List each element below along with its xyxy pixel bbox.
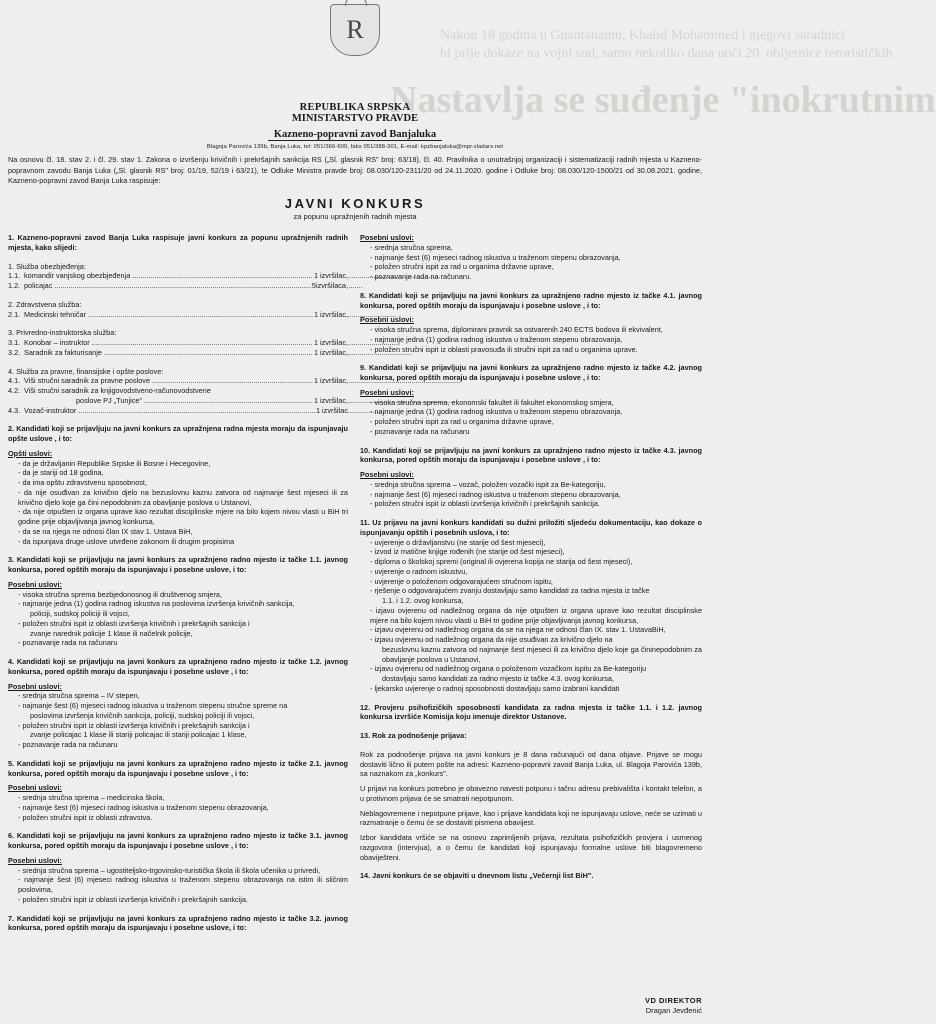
section-10-heading: 10. Kandidati koji se prijavljuju na javni konkurs za upražnjeno radno mjesto iz tačke 4.3. javnog konkursa, pored opštih moraju da ispunjavaju i posebne uslove , i to: — [360, 445, 702, 465]
bleed-line-1: Nakon 18 godina u Guantanamu, Khalid Mohammed i njegovi saradnici — [440, 28, 846, 43]
list-item: - položen stručni ispit iz oblasti izvršenja krivičnih i prekršajnih sankcija i — [18, 720, 250, 730]
section-7-heading: 7. Kandidati koji se prijavljuju na javni konkurs za upražnjeno radno mjesto iz tačke 3.2. javnog konkursa, pored opštih moraju da ispunjavaju i posebne uslove, i to: — [8, 913, 348, 933]
position-row: 4.3. Vozač-instruktor ..... 1 izvršilac — [8, 406, 348, 416]
list-item: - izjavu ovjerenu od nadležnog organa o položenom vozačkom ispitu za Be-kategoriju — [370, 664, 647, 674]
list-item: - položen stručni ispit iz oblasti izvršenja krivičnih i prekršajnih sankcija. — [18, 894, 248, 904]
list-item: - najmanje šest (6) mjeseci radnog iskustva u traženom stepenu obrazovanja, — [18, 802, 269, 812]
document-subtitle: za popunu upražnjenih radnih mjesta — [293, 212, 417, 221]
document-title: JAVNI KONKURS — [284, 196, 426, 211]
section-14-heading: 14. Javni konkurs će se objaviti u dnevnom listu „Večernji list BiH". — [360, 871, 594, 881]
list-item: - poznavanje rada na računaru — [18, 638, 118, 648]
list-item: - visoka stručna sprema bezbjedonosnog ili društvenog smjera, — [18, 589, 223, 599]
list-item: - da je stariji od 18 godina, — [18, 468, 104, 478]
list-item: - srednja stručna sprema, — [370, 242, 453, 252]
org-line-2: MINISTARSTVO PRAVDE — [291, 113, 419, 124]
section-5-heading: 5. Kandidati koji se prijavljuju na javni konkurs za upražnjeno radno mjesto iz tačke 2.1. javnog konkursa, pored opštih moraju da ispunjavaju i posebne uslove , i to: — [8, 758, 348, 778]
special-conditions-label: Posebni uslovi: — [8, 579, 62, 589]
document-title-block — [0, 196, 710, 221]
list-item: 1.1. i 1.2. ovog konkursa, — [382, 596, 464, 605]
list-item: - da ispunjava druge uslove utvrđene zakonom ili drugim propisima — [18, 536, 235, 546]
list-item: - najmanje šest (6) mjeseci radnog iskustva u traženom stepenu obrazovanja, — [370, 252, 621, 262]
position-row: 2.1. Medicinski tehničar ..... 1 izvršilac, — [8, 310, 348, 320]
group-3-title: 3. Privredno-instruktorska služba: — [8, 328, 117, 338]
special-conditions-label: Posebni uslovi: — [8, 783, 62, 793]
list-item: - uvjerenje o radnom iskustvu, — [370, 566, 468, 576]
bleed-line-3: Nastavlja se suđenje "inokrutnim — [390, 79, 936, 121]
left-column — [8, 233, 348, 933]
section-8-heading: 8. Kandidati koji se prijavljuju na javni konkurs za upražnjeno radno mjesto iz tačke 4.1. javnog konkursa, pored opštih moraju da ispunjavaju i posebne uslove , i to: — [360, 290, 702, 310]
section-2-heading: 2. Kandidati koji se prijavljuju na javni konkurs za upražnjena radna mjesta moraju da ispunjavaju opšte uslove , i to: — [8, 424, 348, 443]
coat-of-arms-icon: R — [330, 4, 380, 56]
paragraph: Rok za podnošenje prijava na javni konkurs je 8 dana računajući od dana objave. Prijave se mogu dostaviti lično ili putem pošte na adresi: Kazneno-popravni zavod Banja Luka, ul. Blagoja Parovića 139b, sa naznakom za „konkurs". — [360, 749, 702, 779]
paragraph: Izbor kandidata vršiće se na osnovu zaprimljenih prijava, rezultata psihofizičkih provjera i usmenog razgovora (intervjua), a o čemu će kandidati koji ispunjavaju formalne uslove biti blagovremeno obaviješteni. — [360, 833, 702, 862]
section-11-heading: 11. Uz prijavu na javni konkurs kandidati su dužni priložiti sljedeću dokumentaciju, kao dokaze o ispunjavanju opštih i posebnih uslova, i to: — [360, 518, 702, 537]
organization-block — [0, 102, 710, 142]
org-address: Blagoja Parovića 139b, Banja Luka, tel: 051/366-600, faks 051/388-301, E-mail: kpzbanjaluka@mpr.vladars.net — [206, 144, 504, 150]
list-item: - diploma o školskoj spremi (original ili ovjerena kopija ne starija od šest mjeseci), — [370, 557, 633, 566]
list-item: - ljekarsko uvjerenje o radnoj sposobnosti dostavljaju samo izabrani kandidati — [370, 683, 620, 693]
special-conditions-label: Posebni uslovi: — [8, 681, 62, 691]
special-conditions-label: Posebni uslovi: — [360, 387, 414, 397]
signature-name: Dragan Jevđenić — [645, 1006, 702, 1015]
special-conditions-label: Posebni uslovi: — [8, 855, 62, 865]
list-item: - izvod iz matične knjige rođenih (ne starije od šest mjeseci), — [370, 547, 565, 557]
list-item: - da je državljanin Republike Srpske ili Bosne i Hecegovine, — [18, 458, 211, 468]
list-item: - poznavanje rada na računaru — [18, 740, 118, 749]
list-item: - da ima opštu zdravstvenu sposobnost, — [18, 478, 147, 487]
bleed-line-2: bi prije dokaze na vojni sud, samo nekoliko dana uoči 20. obljetnice terorističkih — [440, 46, 893, 61]
intro-paragraph: Na osnovu čl. 18. stav 2. i čl. 29. stav 1. Zakona o izvršenju krivičnih i prekršajnih sankcija RS („Sl. glasnik RS" broj: 63/18), čl. 40. Pravilnika o unutrašnjoj organizaciji i sistematizaciji radnih mjesta u Kazneno-popravnom zavodu Banja Luka („Sl. glasnik RS" broj: 01/19, 52/19 i 63/21), te Odluke Ministra pravde broj: 08.030/120-2311/20 od 24.11.2020. godine i Odluke broj: 08.030/120-1500/21 od 30.08.2021. godine, Kazneno-popravni zavod Banja Luka raspisuje: — [8, 155, 702, 186]
list-item: - uvjerenje o položenom odgovarajućem stručnom ispitu, — [370, 576, 553, 586]
list-item: - srednja stručna sprema – IV stepen, — [18, 691, 140, 701]
section-1-heading: 1. Kazneno-popravni zavod Banja Luka raspisuje javni konkurs za popunu upražnjenih radnih mjesta, kako slijedi: — [8, 233, 348, 252]
list-item: - izjavu ovjerenu od nadležnog organa da se na njega ne odnosi član IX. stav 1. UstavaBiH, — [370, 625, 666, 635]
list-item: - najmanje jedna (1) godina radnog iskustva u traženom stepenu obrazovanja, — [370, 334, 623, 344]
list-item: - poznavanje rada na računaru — [370, 426, 470, 436]
position-row: poslove PJ „Tunjice" ..... 1 izvršilac, — [8, 396, 348, 406]
list-item: - da nije osuđivan za krivično djelo na bezuslovnu kaznu zatvora od najmanje šest mjeseci ili za krivično djelo koje ga čini nepodobnim za obavljanje poslova u Ustanovi, — [18, 487, 348, 507]
list-item: - najmanje šest (6) mjeseci radnog iskustva u traženom stepenu stručne spreme na — [18, 701, 288, 710]
list-item: - položen stručni ispit iz oblasti zdravstva. — [18, 812, 153, 822]
position-row: 3.1. Konobar – instruktor ..... 1 izvršilac, — [8, 338, 348, 348]
paragraph: Neblagovremene i nepotpune prijave, kao i prijave kandidata koji ne ispunjavaju uslove, neće se uzimati u razmatranje o čemu će se dostaviti pismena obavijest. — [360, 808, 702, 828]
list-item: - srednja stručna sprema – ugostiteljsko-trgovinsko-turistička škola ili škola učenika u privredi, — [18, 865, 321, 875]
list-item: - srednja stručna sprema – vozač, položen vozački ispit za Be-kategoriju, — [370, 479, 606, 489]
section-4-heading: 4. Kandidati koji se prijavljuju na javni konkurs za upražnjeno radno mjesto iz tačke 1.2. javnog konkursa, pored opštih moraju da ispunjavaju i posebne uslove , i to: — [8, 657, 348, 676]
position-row: 4.1. Viši stručni saradnik za pravne poslove ..... 1 izvršilac, — [8, 376, 348, 386]
list-item: - položen stručni ispit za rad u organima državne uprave, — [370, 262, 554, 272]
list-item: - najmanje šest (6) mjeseci radnog iskustva u traženom stepenu obrazovanja, — [370, 489, 621, 499]
list-item: - položen stručni ispit iz oblasti pravosuđa ili stručni ispit za rad u organima uprave. — [370, 344, 638, 354]
list-item: - da nije otpušten iz organa uprave kao rezultat disciplinske mjere na bilo kojem nivou vlasti u BiH tri godine prije objavljivanja javnog konkursa, — [18, 507, 348, 526]
group-1-title: 1. Služba obezbjeđenja: — [8, 261, 86, 271]
special-conditions-label: Posebni uslovi: — [360, 470, 414, 479]
group-2-title: 2. Zdravstvena služba: — [8, 299, 82, 309]
list-item: - položen stručni ispit iz oblasti izvršenja krivičnih i prekršajnih sankcija. — [370, 499, 600, 509]
special-conditions-label: Posebni uslovi: — [360, 233, 414, 242]
group-4-title: 4. Služba za pravne, finansijske i opšte poslove: — [8, 366, 164, 376]
list-item: - visoka stručna sprema, diplomirani pravnik sa ostvarenih 240 ECTS bodova ili ekvivalent, — [370, 325, 663, 334]
position-row: 3.2. Saradnik za fakturisanje ..... 1 izvršilac, — [8, 348, 348, 358]
list-item: - izjavu ovjerenu od nadležnog organa da nije otpušten iz organa uprave kao rezultat disciplinske mjere na bilo kojem nivou vlasti u BiH tri godine prije objavljivanja javnog konkursa, — [370, 605, 702, 625]
section-6-heading: 6. Kandidati koji se prijavljuju na javni konkurs za upražnjeno radno mjesto iz tačke 3.1. javnog konkursa, pored opštih moraju da ispunjavaju i posebne uslove , i to: — [8, 831, 348, 850]
section-12-heading: 12. Provjeru psihofizičkih sposobnosti kandidata za radna mjesta iz tačke 1.1. i 1.2. javnog konkursa izvršiće Komisija koju imenuje direktor Ustanove. — [360, 702, 702, 722]
position-row: 1.2. policajac ..... 5izvršilaca, — [8, 281, 348, 291]
list-item: - srednja stručna sprema – medicinska škola, — [18, 793, 165, 802]
list-item: zvanje policajac 1 klase ili stariji policajac ili stariji policajac 1 klase, — [30, 730, 247, 740]
list-item: dostavljaju samo kandidati za radno mjesto iz tačke 4.3. ovog konkursa, — [382, 674, 615, 683]
list-item: - da se na njega ne odnosi član IX stav 1. Ustava BiH, — [18, 526, 193, 536]
letterhead — [0, 4, 936, 150]
org-line-1: REPUBLIKA SRPSKA — [299, 102, 411, 113]
paragraph: U prijavi na konkurs potrebno je obavezno navesti potpunu i tačnu adresu prebivališta i kontakt telefon, a u protivnom prijava će se smatrati nepotpunom. — [360, 784, 702, 803]
position-row: 1.1. komandir vanjskog obezbjeđenja ..... 1 izvršilac, — [8, 271, 348, 281]
list-item: poslovima izvršenja krivičnih sankcija, policiji, sudskoj policiji ili vojsci, — [30, 710, 255, 720]
list-item: - najmanje šest (6) mjeseci radnog iskustva u traženom stepenu obrazovanja na istim ili sličnim poslovima, — [18, 875, 348, 894]
general-conditions-label: Opšti uslovi: — [8, 448, 53, 458]
list-item: - uvjerenje o državljanstvu (ne starije od šest mjeseci), — [370, 537, 546, 547]
signature-role: VD DIREKTOR — [644, 996, 702, 1005]
section-3-heading: 3. Kandidati koji se prijavljuju na javni konkurs za upražnjeno radno mjesto iz tačke 1.1. javnog konkursa, pored opštih moraju da ispunjavaju i posebne uslove, i to: — [8, 555, 348, 574]
list-item: - najmanje jedna (1) godina radnog iskustva na poslovima izvršenja krivičnih sankcija, — [18, 599, 295, 609]
list-item: - visoka stručna sprema, ekonomski fakultet ili fakultet ekonomskog smjera, — [370, 397, 614, 407]
section-9-heading: 9. Kandidati koji se prijavljuju na javni konkurs za upražnjeno radno mjesto iz tačke 4.2. javnog konkursa, pored opštih moraju da ispunjavaju i posebne uslove , i to: — [360, 363, 702, 382]
list-item: policiji, sudskoj policiji ili vojsci, — [30, 609, 130, 618]
list-item: bezuslovnu kaznu zatvora od najmanje šest mjeseci ili za krivično djelo koje ga čininepodobnim za obavljanje poslova u Ustanovi, — [382, 644, 702, 664]
right-column — [360, 233, 702, 881]
list-item: - položen stručni ispit za rad u organima državne uprave, — [370, 417, 554, 426]
signature-block — [560, 996, 702, 1016]
special-conditions-label: Posebni uslovi: — [360, 315, 414, 325]
list-item: - poznavanje rada na računaru. — [370, 272, 472, 281]
list-item: zvanje narednik policije 1 klase ili načelnik policije, — [30, 628, 193, 638]
org-line-3: Kazneno-popravni zavod Banjaluka — [268, 129, 442, 141]
position-row: 4.2. Viši stručni saradnik za knjigovodstveno-računovodstvene — [8, 386, 211, 395]
list-item: - izjavu ovjerenu od nadležnog organa da nije osuđivan za krivično djelo na — [370, 635, 613, 644]
list-item: - rješenje o odgovarajućem zvanju dostavljaju samo kandidati za radna mjesta iz tačke — [370, 586, 650, 596]
list-item: - najmanje jedna (1) godina radnog iskustva u traženom stepenu obrazovanja, — [370, 407, 623, 417]
section-13-heading: 13. Rok za podnošenje prijava: — [360, 731, 467, 740]
list-item: - položen stručni ispit iz oblasti izvršenja krivičnih i prekršajnih sankcija i — [18, 618, 250, 628]
